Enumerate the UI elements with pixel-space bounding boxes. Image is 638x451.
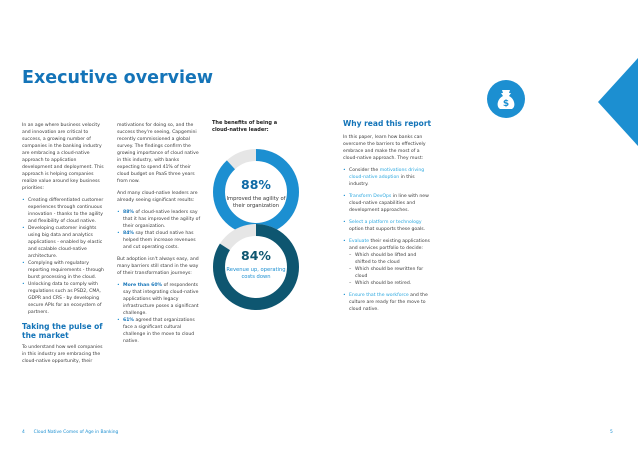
- barriers-paragraph: But adoption isn't always easy, and many barriers still stand in the way of their transformation journeys:: [117, 257, 199, 276]
- footer-left: [22, 430, 118, 435]
- list-item: • 88% of cloud-native leaders say that it has improved the agility of their organization.: [117, 209, 202, 230]
- page-number-right: 5: [610, 430, 613, 435]
- report-intro: In this paper, learn how banks can overcome the barriers to effectively embrace and make the most of a cloud-native approach. They must:: [343, 135, 426, 161]
- list-item: • Creating differentiated customer experiences through continuous innovation - thanks to the agility and flexibility of cloud native.: [22, 197, 107, 225]
- link-select-platform[interactable]: Select a platform or technology: [349, 220, 422, 225]
- dollar-money-bag-icon: [487, 80, 525, 118]
- list-item: • Developing customer insights using big data and analytics applications - enabled by elastic and scalable cloud-native architecture.: [22, 225, 107, 260]
- list-item: • Consider the motivations driving cloud-native adoption in this industry.: [343, 167, 431, 188]
- list-item: • Ensure that the workforce and the culture are ready for the move to cloud native.: [343, 292, 431, 313]
- list-item: • 84% say that cloud native has helped them increase revenues and cut operating costs.: [117, 230, 202, 251]
- page-number-left: 4: [22, 430, 25, 435]
- money-bag-badge: [487, 80, 525, 118]
- barriers-list: [117, 282, 202, 345]
- link-evaluate[interactable]: Evaluate: [349, 239, 370, 244]
- sub-list-item: – Which should be retired.: [349, 280, 431, 287]
- sub-list-item: – Which should be rewritten for cloud: [349, 266, 431, 280]
- list-item: • Unlocking data to comply with regulations such as PSD2, CMA, GDPR and CRS - by developing secure APIs for an ecosystem of partners.: [22, 281, 107, 316]
- list-item: • Complying with regulatory reporting requirements - through burst processing in the cloud.: [22, 260, 107, 281]
- donut-percent: 88%: [241, 177, 271, 192]
- dollar-glyph: $: [502, 99, 510, 109]
- column-1: [22, 122, 107, 370]
- report-heading: Why read this report: [343, 119, 432, 128]
- link-transform-devops[interactable]: Transform DevOps: [349, 194, 392, 199]
- sub-list-item: – Which should be lifted and shifted to the cloud: [349, 252, 431, 266]
- donut-percent: 84%: [241, 248, 271, 263]
- results-list: [117, 209, 202, 251]
- link-ensure-workforce[interactable]: Ensure that the workforce: [349, 293, 409, 298]
- donut-caption: Revenue up, operating costs down: [226, 267, 286, 280]
- priorities-list: [22, 197, 107, 316]
- actions-list: [343, 167, 431, 313]
- section-heading: Taking the pulse of the market: [22, 322, 103, 340]
- donut-caption: Improved the agility of their organization: [226, 196, 286, 209]
- column-4: [343, 134, 431, 318]
- stats-heading: The benefits of being a cloud-native leader:: [212, 120, 278, 133]
- column-2: [117, 122, 202, 350]
- results-paragraph: And many cloud-native leaders are already seeing significant results:: [117, 191, 198, 203]
- list-item: • Transform DevOps in line with new cloud-native capabilities and development approaches.: [343, 193, 431, 214]
- donut-ring: [219, 155, 293, 229]
- closing-paragraph: To understand how well companies in this industry are embracing the cloud-native opportunity, their: [22, 345, 103, 364]
- list-item: • 61% agreed that organizations face a significant cultural challenge in the move to cloud native.: [117, 317, 202, 345]
- list-item: • Select a platform or technology option that supports these goals.: [343, 219, 431, 233]
- intro-paragraph: In an age where business velocity and innovation are critical to success, a growing number of companies in the banking industry are embracing a cloud-native approach to application development and deployment. This approach is helping companies realize value around key business priorities:: [22, 123, 104, 191]
- footer-title: Cloud Native Comes of Age in Banking: [33, 430, 119, 435]
- list-item: • More than 60% of respondents say that integrating cloud-native applications with legacy infrastructure poses a significant challenge.: [117, 282, 202, 317]
- list-item: • Evaluate their existing applications and services portfolio to decide: – Which should be lifted and shifted to the cloud – Which should be rewritten for cloud – Which should be retired.: [343, 238, 431, 287]
- donut-revenue: [211, 222, 301, 312]
- accent-triangle: [598, 58, 638, 146]
- evaluate-sublist: [349, 252, 431, 287]
- link-motivations[interactable]: motivations driving cloud-native adoption: [349, 168, 425, 180]
- survey-paragraph: motivations for doing so, and the success they're seeing, Capgemini recently commissioned a global survey. The findings confirm the growing importance of cloud native in this industry, with banks expecting to spend 41% of their cloud budget on PaaS three years from now.: [117, 123, 199, 184]
- page-title: Executive overview: [22, 68, 214, 88]
